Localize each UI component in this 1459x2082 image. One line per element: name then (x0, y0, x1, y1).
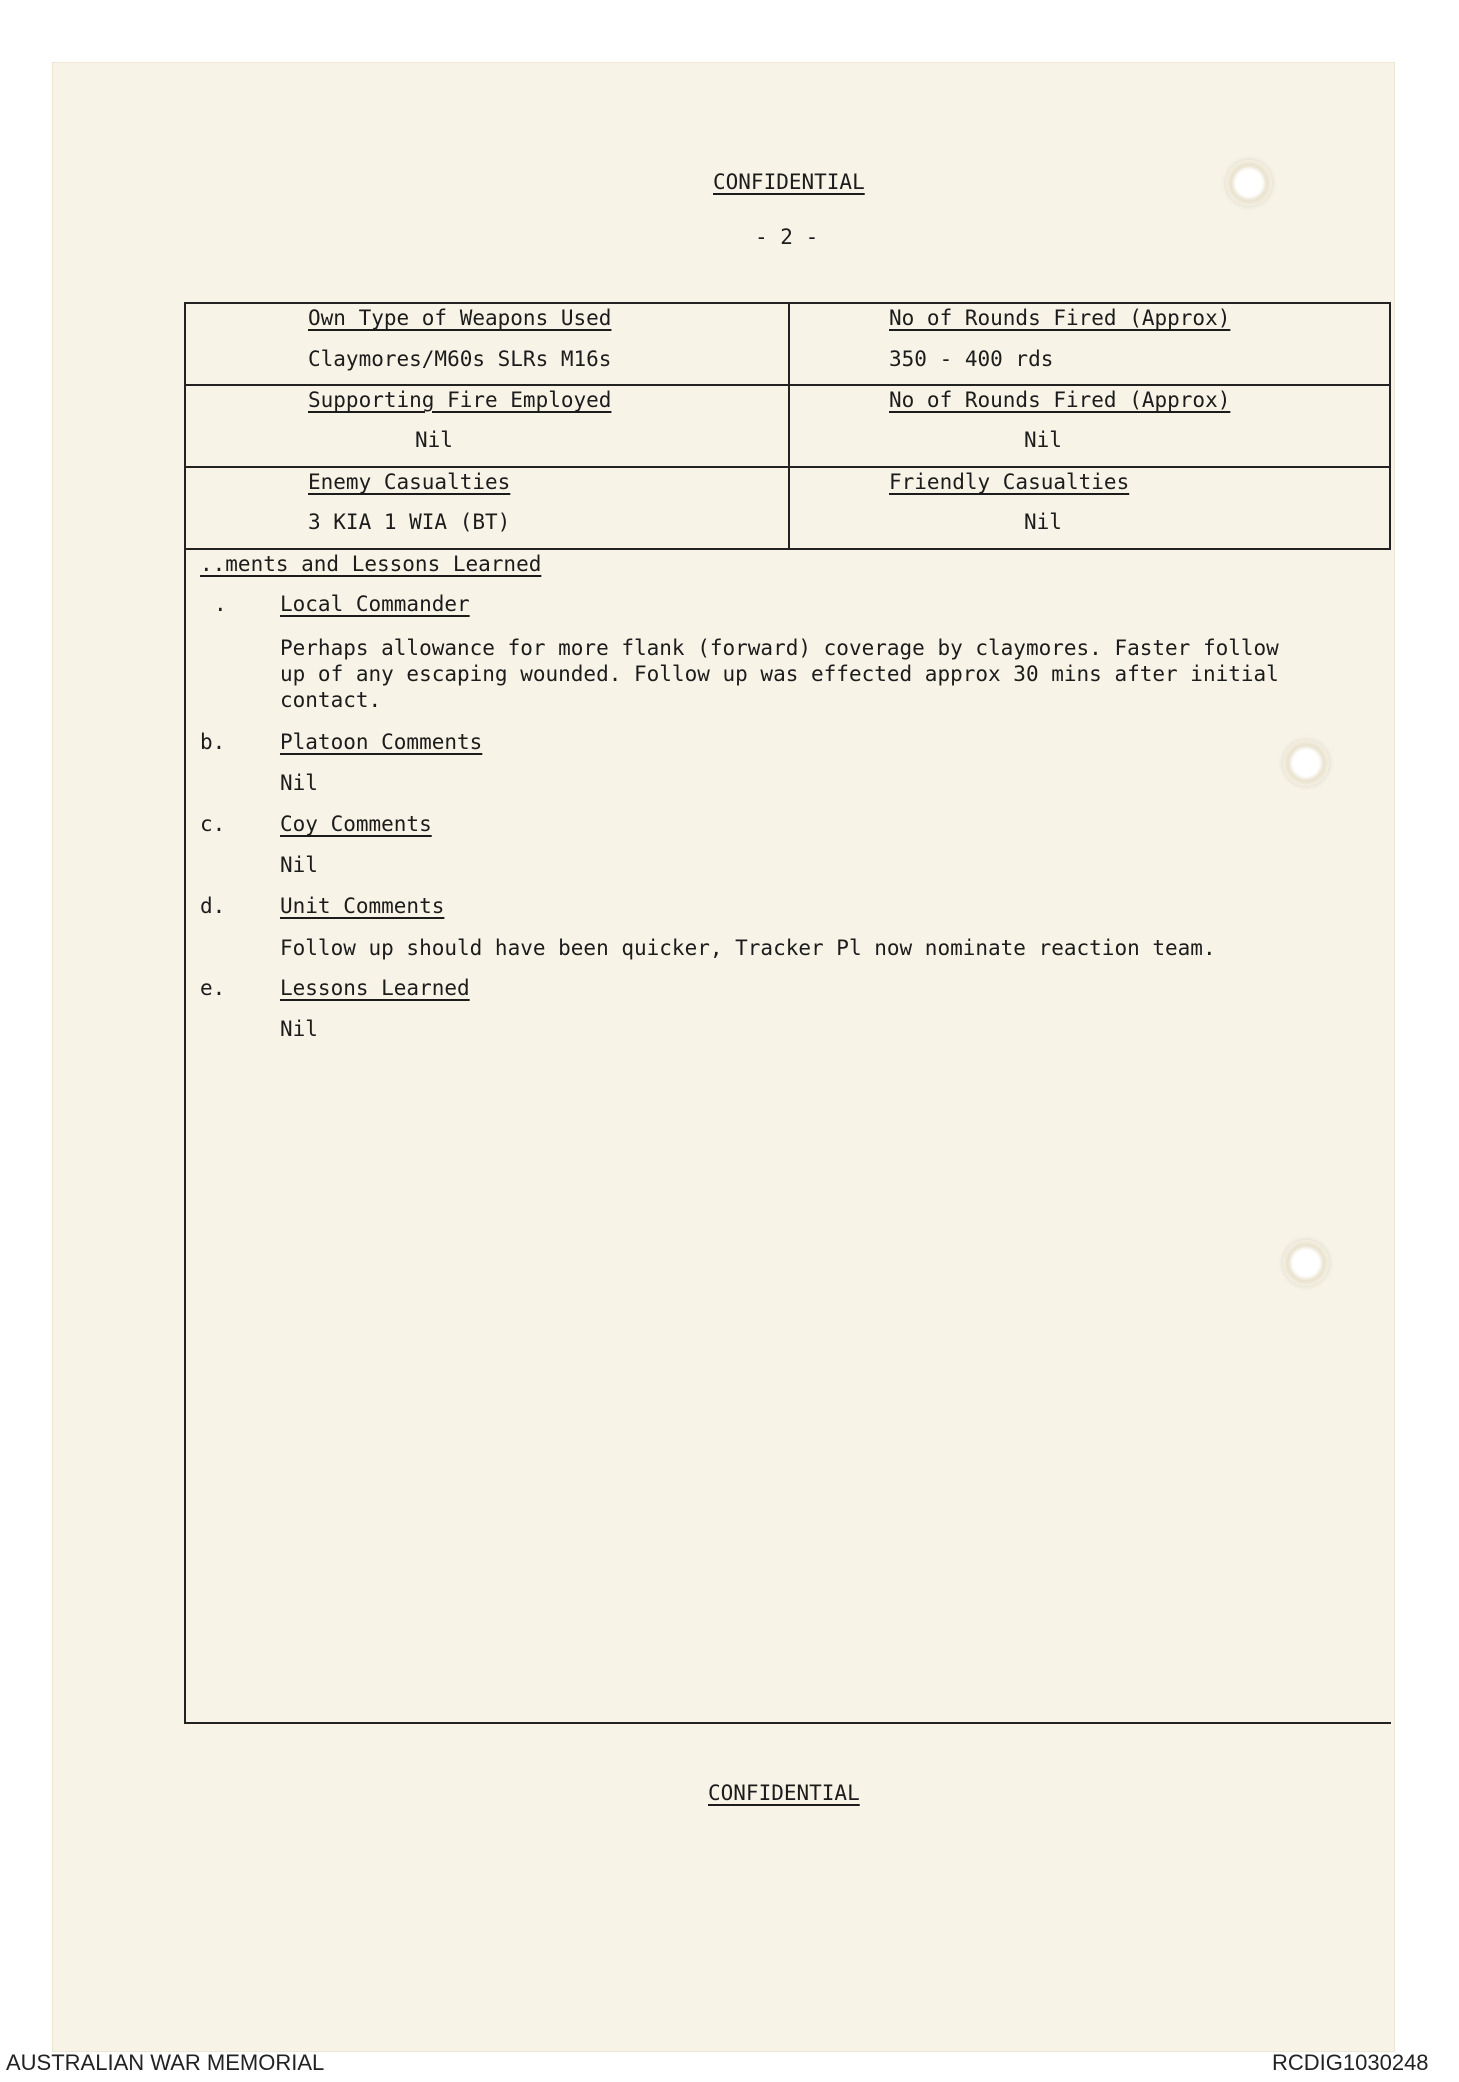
archive-institution: AUSTRALIAN WAR MEMORIAL (6, 2050, 325, 2075)
item-e-marker: e. (200, 976, 226, 1000)
enemy-casualties-value: 3 KIA 1 WIA (BT) (308, 510, 511, 534)
supporting-fire-heading: Supporting Fire Employed (308, 388, 612, 412)
unit-comments-heading: Unit Comments (280, 894, 445, 918)
coy-comments-heading: Coy Comments (280, 812, 432, 836)
coy-comments-value: Nil (280, 853, 318, 877)
item-b-marker: b. (200, 730, 226, 754)
classification-footer: CONFIDENTIAL (708, 1781, 860, 1805)
enemy-casualties-heading: Enemy Casualties (308, 470, 511, 494)
supporting-fire-value: Nil (415, 428, 453, 452)
lessons-learned-value: Nil (280, 1017, 318, 1041)
page-number: - 2 - (755, 225, 819, 249)
local-commander-heading: Local Commander (280, 592, 470, 616)
frame-bottom-border (184, 1722, 1391, 1724)
weapons-used-value: Claymores/M60s SLRs M16s (308, 347, 612, 371)
local-commander-line-1: Perhaps allowance for more flank (forward) coverage by claymores. Faster follow (280, 636, 1279, 660)
item-d-marker: d. (200, 894, 226, 918)
classification-header: CONFIDENTIAL (713, 170, 865, 194)
local-commander-line-2: up of any escaping wounded. Follow up was effected approx 30 mins after initial (280, 662, 1279, 686)
document-page (52, 62, 1395, 2052)
item-c-marker: c. (200, 812, 226, 836)
lessons-learned-heading: Lessons Learned (280, 976, 470, 1000)
support-rounds-fired-heading: No of Rounds Fired (Approx) (889, 388, 1231, 412)
unit-comments-value: Follow up should have been quicker, Tracker Pl now nominate reaction team. (280, 936, 1216, 960)
table-row-divider-3 (184, 548, 1391, 550)
platoon-comments-value: Nil (280, 771, 318, 795)
frame-right-border (1389, 302, 1391, 548)
punch-hole-middle (1283, 740, 1329, 786)
frame-left-border (184, 302, 186, 1724)
support-rounds-fired-value: Nil (1024, 428, 1062, 452)
weapons-used-heading: Own Type of Weapons Used (308, 306, 612, 330)
friendly-casualties-heading: Friendly Casualties (889, 470, 1130, 494)
punch-hole-top (1226, 160, 1272, 206)
local-commander-line-3: contact. (280, 688, 382, 712)
item-a-marker: . (214, 592, 227, 616)
table-center-divider (788, 302, 790, 548)
rounds-fired-heading: No of Rounds Fired (Approx) (889, 306, 1231, 330)
punch-hole-bottom (1283, 1240, 1329, 1286)
platoon-comments-heading: Platoon Comments (280, 730, 483, 754)
friendly-casualties-value: Nil (1024, 510, 1062, 534)
archive-reference: RCDIG1030248 (1272, 2050, 1429, 2075)
rounds-fired-value: 350 - 400 rds (889, 347, 1054, 371)
comments-section-title: ..ments and Lessons Learned (200, 552, 542, 576)
